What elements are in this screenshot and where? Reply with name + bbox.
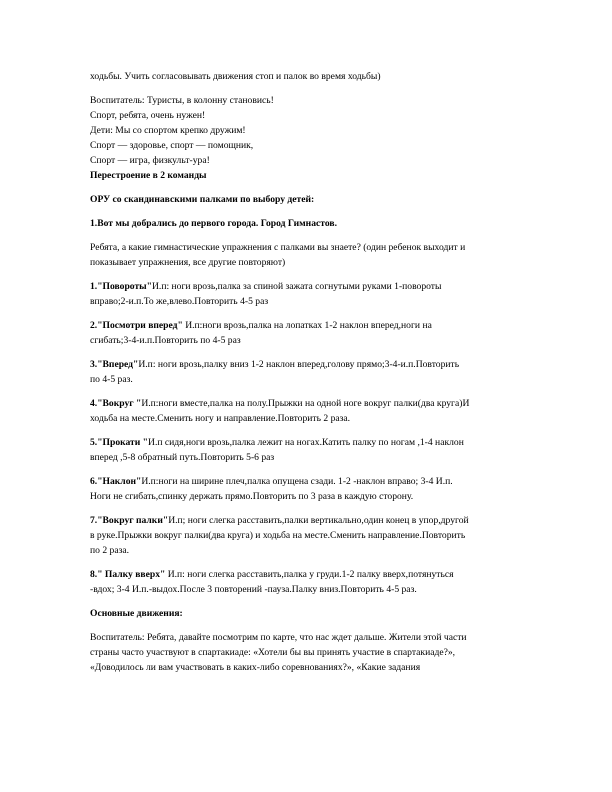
section-heading-main-movements <box>90 606 530 621</box>
exercise-item-1 <box>90 279 530 309</box>
exercise-title: 8." Палку вверх" <box>90 569 166 580</box>
paragraph-question <box>90 240 530 270</box>
text-line <box>90 567 530 582</box>
text-line: сгибать;3-4-и.п.Повторить по 4-5 раз <box>90 335 241 346</box>
exercise-title: 3."Вперед" <box>90 359 139 370</box>
text-line: вперед ,5-8 обратный путь.Повторить 5-6 раз <box>90 452 275 463</box>
section-heading-city <box>90 216 530 231</box>
text-line: по 2 раза. <box>90 545 130 556</box>
text-line: Дети: Мы со спортом крепко дружим! <box>90 125 246 136</box>
exercise-title: 5."Прокати " <box>90 437 149 448</box>
exercise-title: 6."Наклон" <box>90 476 142 487</box>
text-line <box>90 357 530 372</box>
text-line: Спорт — игра, физкульт-ура! <box>90 155 210 166</box>
exercise-title: 4."Вокруг " <box>90 398 142 409</box>
text-line: страны часто участвуют в спартакиаде: «Хотели бы вы принять участие в спартакиаде?», <box>90 647 456 658</box>
exercise-item-3 <box>90 357 530 387</box>
text-line: «Доводилось ли вам участвовать в каких-либо соревнованиях?», «Какие задания <box>90 662 421 673</box>
exercise-description: И.п: ноги врозь,палку вниз 1-2 наклон вперед,голову прямо;3-4-и.п.Повторить <box>138 359 460 370</box>
heading-text: 1.Вот мы добрались до первого города. Город Гимнастов. <box>90 218 337 229</box>
text-line: Воспитатель: Туристы, в колонну становись! <box>90 95 274 106</box>
text-line: ходьба на месте.Сменить ногу и направление.Повторить 2 раза. <box>90 413 351 424</box>
text-line: -вдох; 3-4 И.п.-выдох.После 3 повторений -пауза.Палку вниз.Повторить 4-5 раз. <box>90 584 417 595</box>
exercise-description: И.п сидя,ноги врозь,палка лежит на ногах.Катить палку по ногам ,1-4 наклон <box>148 437 464 448</box>
text-line: показывает упражнения, все другие повторяют) <box>90 257 286 268</box>
heading-text: ОРУ со скандинавскими палками по выбору детей: <box>90 194 315 205</box>
exercise-description: И.п:ноги врозь,палка на лопатках 1-2 наклон вперед,ноги на <box>182 320 432 331</box>
text-line: в руке.Прыжки вокруг палки(два круга) и ходьба на месте.Сменить направление.Повторить <box>90 530 466 541</box>
text-line: Воспитатель: Ребята, давайте посмотрим по карте, что нас ждет дальше. Жители этой части <box>90 632 467 643</box>
exercise-item-2 <box>90 318 530 348</box>
text-line: вправо;2-и.п.То же,влево.Повторить 4-5 раз <box>90 296 269 307</box>
exercise-title: 7."Вокруг палки" <box>90 515 169 526</box>
exercise-description: И.п; ноги слегка расставить,палки вертикально,один конец в упор,другой <box>168 515 469 526</box>
paragraph-dialogue <box>90 93 530 183</box>
text-line <box>90 513 530 528</box>
exercise-item-8 <box>90 567 530 597</box>
text-line: Спорт — здоровье, спорт — помощник, <box>90 140 254 151</box>
text-line <box>90 279 530 294</box>
text-line <box>90 318 530 333</box>
text-line: Ребята, а какие гимнастические упражнения с палками вы знаете? (один ребенок выходит и <box>90 242 466 253</box>
heading-text: Основные движения: <box>90 608 183 619</box>
section-heading-oru <box>90 192 530 207</box>
exercise-description: И.п: ноги слегка расставить,палка у груди.1-2 палку вверх,потянуться <box>165 569 454 580</box>
paragraph-intro-continuation <box>90 69 530 84</box>
exercise-item-6 <box>90 474 530 504</box>
text-line: по 4-5 раз. <box>90 374 133 385</box>
text-line: ходьбы. Учить согласовывать движения стоп и палок во время ходьбы) <box>90 71 381 82</box>
text-line <box>90 474 530 489</box>
text-line: Ноги не сгибать,спинку держать прямо.Повторить по 3 раза в каждую сторону. <box>90 491 414 502</box>
exercise-description: И.п:ноги на ширине плеч,палка опущена сзади. 1-2 -наклон вправо; 3-4 И.п. <box>141 476 453 487</box>
exercise-description: И.п: ноги врозь,палка за спиной зажата согнутыми руками 1-повороты <box>152 281 442 292</box>
text-line-bold: Перестроение в 2 команды <box>90 170 207 181</box>
paragraph-map <box>90 630 530 675</box>
text-line <box>90 396 530 411</box>
text-line <box>90 435 530 450</box>
exercise-item-4 <box>90 396 530 426</box>
exercise-item-5 <box>90 435 530 465</box>
document-body <box>90 69 530 675</box>
exercise-title: 2."Посмотри вперед" <box>90 320 183 331</box>
exercise-description: И.п:ноги вместе,палка на полу.Прыжки на одной ноге вокруг палки(два круга)И <box>141 398 470 409</box>
exercise-item-7 <box>90 513 530 558</box>
text-line: Спорт, ребята, очень нужен! <box>90 110 206 121</box>
exercise-title: 1."Повороты" <box>90 281 152 292</box>
